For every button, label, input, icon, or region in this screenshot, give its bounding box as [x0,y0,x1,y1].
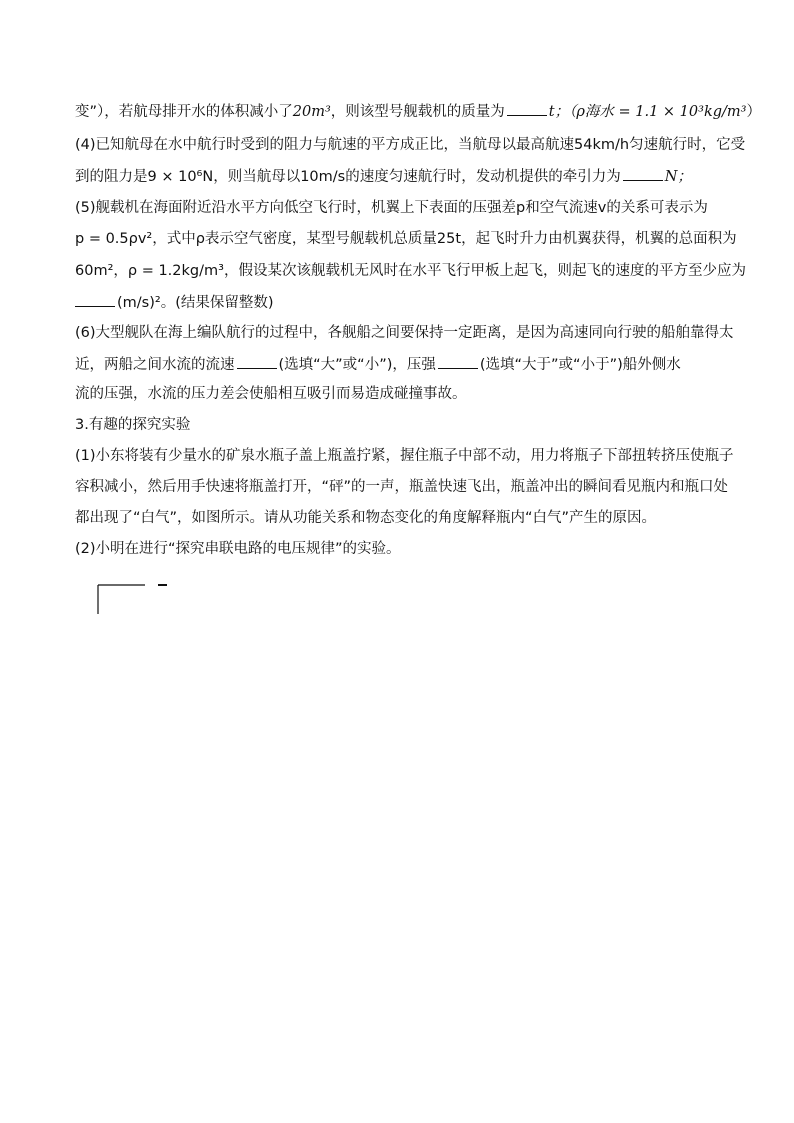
q2-line1 [75,101,761,122]
circuit-and-meter-figures [70,568,450,738]
q2-p5-line4 [75,292,274,313]
q3-title: 3.有趣的探究实验 [75,417,191,433]
q3-p1-line3: 都出现了“白气”，如图所示。请从功能关系和物态变化的角度解释瓶内“白气”产生的原因。 [75,510,657,526]
q2-p6-line2-c: (选填“大于”或“小于”)船外侧水 [479,357,681,373]
q3-p2: (2)小明在进行“探究串联电路的电压规律”的实验。 [75,541,401,557]
circuit-diagram [98,585,167,614]
answer-blank [75,292,115,307]
q3-p1-line2: 容积减小，然后用手快速将瓶盖打开，“砰”的一声，瓶盖快速飞出，瓶盖冲出的瞬间看见瓶内和瓶口处 [75,479,729,495]
answer-blank [237,354,277,369]
q2-p4-line1: (4)已知航母在水中航行时受到的阻力与航速的平方成正比，当航母以最高航速54km/h匀速航行时，它受 [75,137,746,153]
q2-p6-line2-b: (选填“大”或“小”)，压强 [278,357,436,373]
q2-line1-text-b: ，则该型号舰载机的质量为 [330,104,505,120]
q2-p6-line1: (6)大型舰队在海上编队航行的过程中，各舰船之间要保持一定距离，是因为高速同向行驶的船舶靠得太 [75,325,734,341]
q2-line1-unit: t；（ [548,104,577,120]
q2-p4-line2-text: 到的阻力是9 × 10⁶N，则当航母以10m/s的速度匀速航行时，发动机提供的牵引力为 [75,169,621,185]
q3-p1-line1: (1)小东将装有少量水的矿泉水瓶子盖上瓶盖拧紧，握住瓶子中部不动，用力将瓶子下部扭转挤压使瓶子 [75,448,734,464]
q2-p4-line2 [75,166,692,187]
answer-blank [623,166,663,181]
q2-p5-line4-text: (m/s)²。(结果保留整数) [117,295,274,311]
q2-line1-density: ρ海水 = 1.1 × 10³kg/m³ [576,104,747,120]
answer-blank [507,101,547,116]
q2-line1-volume: 20m³ [292,104,331,120]
q2-p6-line2-a: 近，两船之间水流的流速 [75,357,235,373]
q2-p6-line3: 流的压强，水流的压力差会使船相互吸引而易造成碰撞事故。 [75,386,467,402]
q2-line1-end: ） [746,104,761,120]
q2-p5-line2: p = 0.5ρv²，式中ρ表示空气密度，某型号舰载机总质量25t，起飞时升力由机翼获得，机翼的总面积为 [75,231,737,247]
q2-p4-line2-unit: N； [664,169,692,185]
q2-line1-text-a: 变”），若航母排开水的体积减小了 [75,104,293,120]
q2-p5-line3: 60m²，ρ = 1.2kg/m³，假设某次该舰载机无风时在水平飞行甲板上起飞，则起飞的速度的平方至少应为 [75,263,746,279]
q2-p5-line1: (5)舰载机在海面附近沿水平方向低空飞行时，机翼上下表面的压强差p和空气流速v的关系可表示为 [75,200,708,216]
q2-p6-line2 [75,354,681,375]
answer-blank [438,354,478,369]
